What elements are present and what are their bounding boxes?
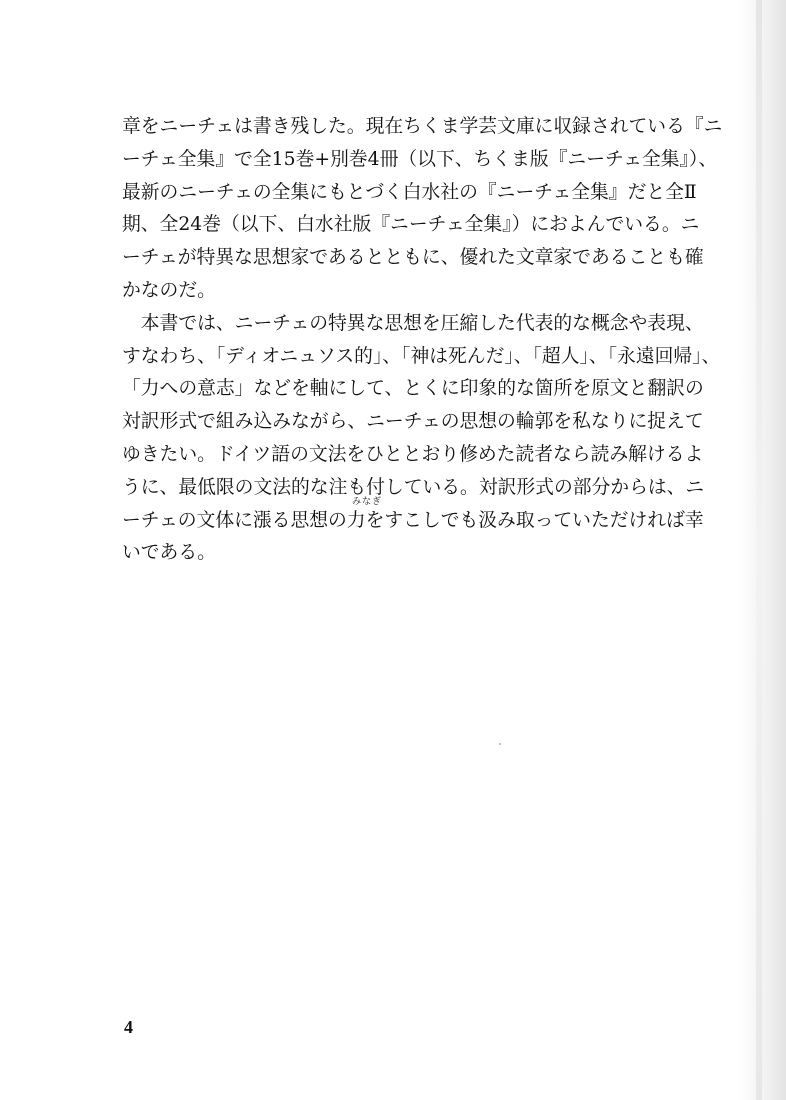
text-line: ゆきたい。ドイツ語の文法をひととおり修めた読者なら読み解けるよ (122, 443, 704, 465)
text-line: ーチェ全集』で全15巻+別巻4冊（以下、ちくま版『ニーチェ全集』）、 (122, 148, 718, 170)
ruby-annotation: みなぎ (352, 496, 383, 507)
text-line: 最新のニーチェの全集にもとづく白水社の『ニーチェ全集』だと全Ⅱ (122, 181, 697, 203)
page-number: 4 (124, 1017, 133, 1037)
text-line: いである。 (122, 542, 216, 564)
text-line: うに、最低限の文法的な注も付している。対訳形式の部分からは、ニ (122, 476, 705, 498)
page-edge-shadow (738, 0, 786, 1100)
scan-speck (499, 743, 501, 745)
text-line: 期、全24巻（以下、白水社版『ニーチェ全集』）におよんでいる。ニ (122, 214, 700, 236)
text-line: すなわち、「ディオニュソス的」、「神は死んだ」、「超人」、「永遠回帰」、 (122, 345, 721, 367)
text-line: かなのだ。 (122, 279, 216, 301)
text-line: 「力への意志」などを軸にして、とくに印象的な箇所を原文と翻訳の (122, 378, 704, 400)
text-line: 対訳形式で組み込みながら、ニーチェの思想の輪郭を私なりに捉えて (122, 411, 704, 433)
text-line: ーチェが特異な思想家であるとともに、優れた文章家であることも確 (122, 247, 704, 269)
text-line-with-ruby (122, 496, 704, 538)
text-line: 本書では、ニーチェの特異な思想を圧縮した代表的な概念や表現、 (122, 312, 704, 334)
text-line: 章をニーチェは書き残した。現在ちくま学芸文庫に収録されている『ニ (122, 116, 723, 137)
text-line: ーチェの文体に漲る思想の力をすこしでも汲み取っていただければ幸 (122, 509, 704, 531)
body-text (122, 111, 723, 570)
